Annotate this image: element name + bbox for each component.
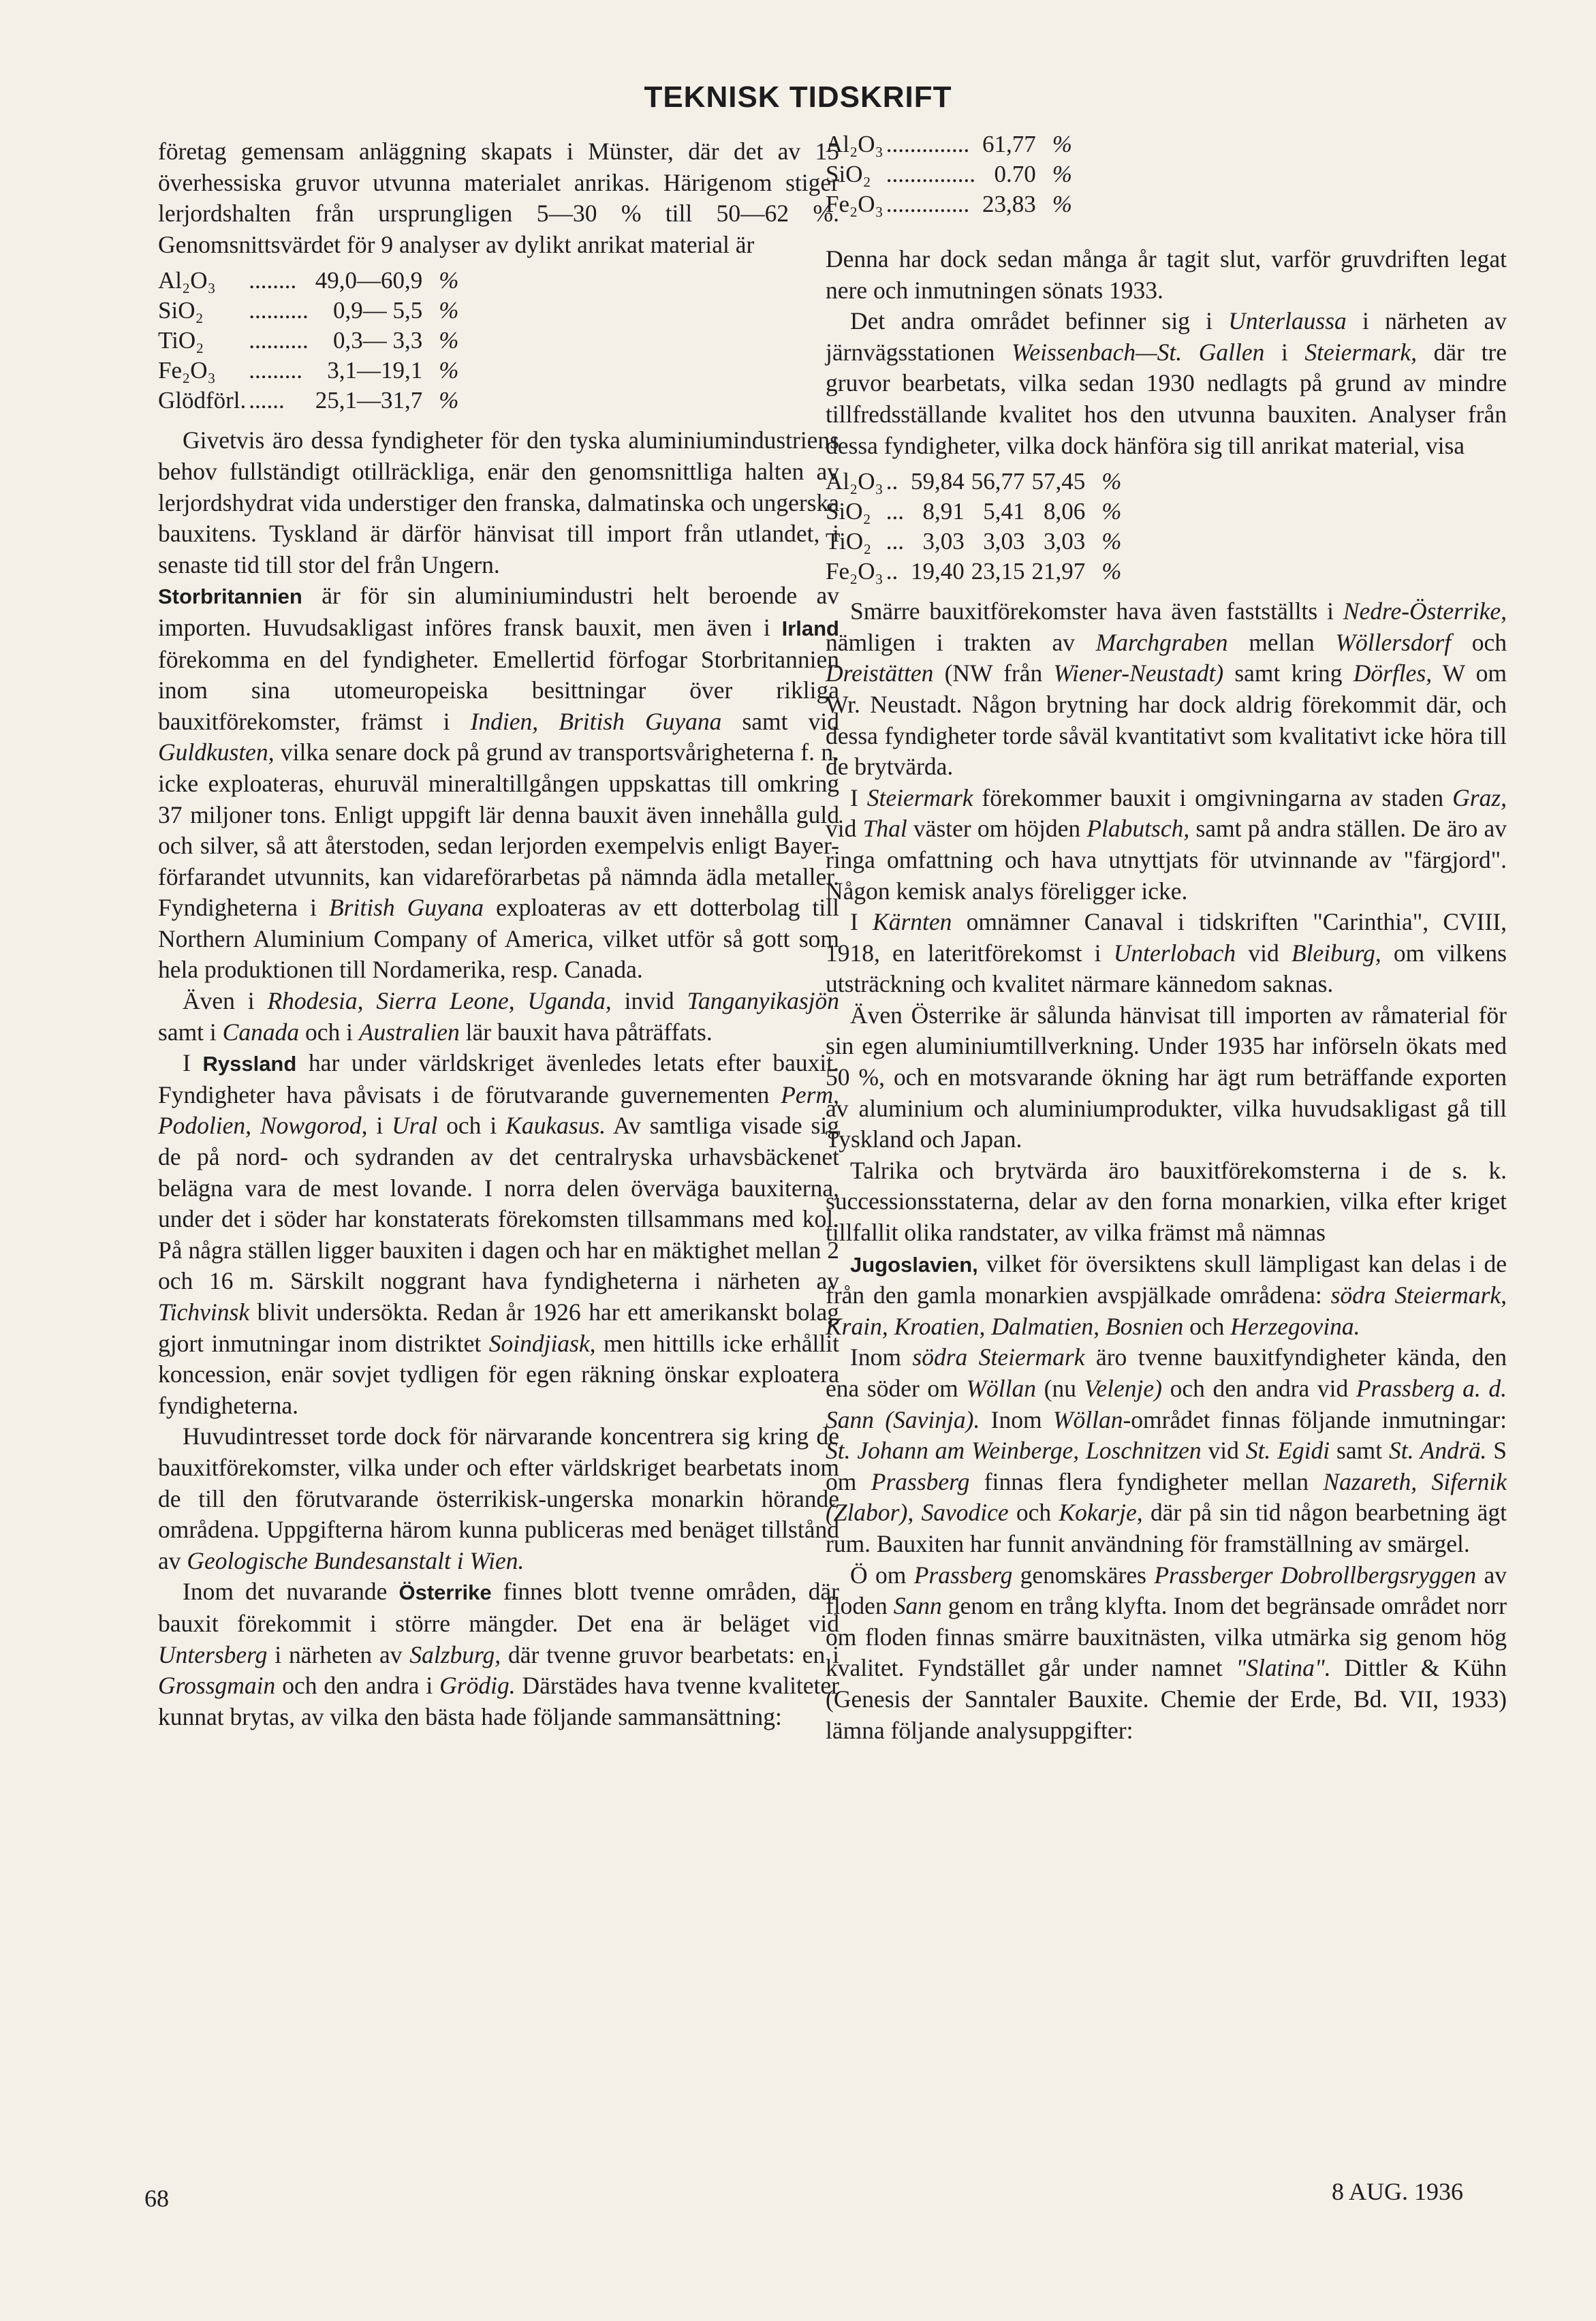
analysis-table-1 [158, 266, 465, 416]
journal-header: TEKNISK TIDSKRIFT [644, 80, 952, 114]
table-row: Fe₂O₃ ......... 3,1—19,1 % [158, 357, 459, 384]
paragraph: Jugoslavien, vilket för översiktens skull lämpligast kan delas i de från den gamla monarkien avspjälkade områdena: södra Steiermark, Krain, Kroatien, Dalmatien, Bosnien och Herzegovina. [826, 1249, 1507, 1340]
paragraph: Även Österrike är sålunda hänvisat till importen av råmaterial för sin egen aluminiumtillverkning. Under 1935 har införseln ökats med 50 %, och en motsvarande ökning har ägt rum beträffande exporten av aluminium och aluminiumprodukter, vilka huvudsakligast gå till Tyskland och Japan. [826, 1001, 1507, 1153]
paragraph: företag gemensam anläggning skapats i Münster, där det av 15 överhessiska gruvor utvunna materialet anrikas. Härigenom stiger lerjordshalten från ursprungligen 5—30 % till 50—62 %. Genomsnittsvärdet för 9 analyser av dylikt anrikat material är [158, 138, 839, 258]
page-number: 68 [144, 2185, 169, 2212]
paragraph: Storbritannien är för sin aluminiumindustri helt beroende av importen. Huvudsakligast införes fransk bauxit, men även i Irland förekomma en del fyndigheter. Emellertid förfogar Storbritannien inom sina utomeuropeiska besittningar över rikliga bauxitförekomster, främst i Indien, British Guyana samt vid Guldkusten, vilka senare dock på grund av transportsvårigheterna f. n. icke exploateras, ehuruväl mineraltillgången uppskattas till omkring 37 miljoner tons. Enligt uppgift lär denna bauxit även innehålla guld och silver, så att återstoden, sedan lerjorden exempelvis enligt Bayer-förfarandet utvunnits, kan vidareförarbetas på nämnda ädla metaller. Fyndigheterna i British Guyana exploateras av ett dotterbolag till Northern Aluminium Company of America, vilket utför så gott som hela produktionen till Nordamerika, resp. Canada. [158, 582, 839, 984]
left-column [158, 136, 839, 1732]
issue-date: 8 AUG. 1936 [1332, 2178, 1464, 2205]
paragraph: Givetvis äro dessa fyndigheter för den tyska aluminiumindustriens behov fullständigt otillräckliga, enär den genomsnittliga halten av lerjordshydrat vida understiger den franska, dalmatinska och ungerska bauxitens. Tyskland är därför hänvisat till import från utlandet, i senaste tid till stor del från Ungern. [158, 426, 839, 578]
table-row: TiO₂ ... 3,03 3,03 3,03 % [826, 528, 1122, 555]
table-row: Al₂O₃ .............. 61,77 % [826, 131, 1072, 157]
table-row: SiO₂ ............... 0.70 % [826, 161, 1072, 187]
paragraph: Huvudintresset torde dock för närvarande koncentrera sig kring de bauxitförekomster, vilka under och efter världskriget bearbetats inom de till den förutvarande österrikisk-ungerska monarkin hörande områdena. Uppgifterna härom kunna publiceras med benäget tillstånd av Geologische Bundesanstalt i Wien. [158, 1422, 839, 1574]
table-row: Al₂O₃ ........ 49,0—60,9 % [158, 267, 459, 294]
right-column [826, 129, 1507, 1746]
table-row: Fe₂O₃ .............. 23,83 % [826, 191, 1072, 217]
table-row: Al₂O₃ .. 59,84 56,77 57,45 % [826, 468, 1122, 495]
paragraph: Smärre bauxitförekomster hava även fastställts i Nedre-Österrike, nämligen i trakten av Marchgraben mellan Wöllersdorf och Dreistätten (NW från Wiener-Neustadt) samt kring Dörfles, W om Wr. Neustadt. Någon brytning har dock aldrig förekommit där, och dessa fyndigheter torde såväl kvantitativt som kvalitativt icke höra till de brytvärda. [826, 597, 1507, 781]
table-row: SiO₂ .......... 0,9— 5,5 % [158, 297, 459, 324]
paragraph: Talrika och brytvärda äro bauxitförekomsterna i de s. k. successionsstaterna, delar av den forna monarkien, vilka efter kriget tillfallit olika randstater, av vilka främst må nämnas [826, 1156, 1507, 1247]
paragraph: Denna har dock sedan många år tagit slut, varför gruvdriften legat nere och inmutningen sönats 1933. [826, 245, 1507, 304]
paragraph: Inom det nuvarande Österrike finnes blott tvenne områden, där bauxit förekommit i större mängder. Det ena är beläget vid Untersberg i närheten av Salzburg, där tvenne gruvor bearbetats: en i Grossgmain och den andra i Grödig. Därstädes hava tvenne kvaliteter kunnat brytas, av vilka den bästa hade följande sammansättning: [158, 1578, 840, 1730]
paragraph: Det andra området befinner sig i Unterlaussa i närheten av järnvägsstationen Weissenbach—St. Gallen i Steiermark, där tre gruvor bearbetats, vilka sedan 1930 nedlagts på grund av mindre tillfredsställande kvalitet hos den utvunna bauxiten. Analyser från dessa fyndigheter, vilka dock hänföra sig till anrikat material, visa [826, 307, 1507, 459]
table-row: Fe₂O₃ .. 19,40 23,15 21,97 % [826, 558, 1122, 585]
paragraph: Ö om Prassberg genomskäres Prassberger Dobrollbergsryggen av floden Sann genom en trång klyfta. Inom det begränsade området norr om floden finnas smärre bauxitnästen, vilka utmärka sig genom hög kvalitet. Fyndstället går under namnet "Slatina". Dittler & Kühn (Genesis der Sanntaler Bauxite. Chemie der Erde, Bd. VII, 1933) lämna följande analysuppgifter: [826, 1561, 1507, 1744]
table-row: TiO₂ .......... 0,3— 3,3 % [158, 327, 459, 354]
analysis-table-3 [826, 467, 1128, 587]
table-row: SiO₂ ... 8,91 5,41 8,06 % [826, 498, 1122, 525]
analysis-table-2 [826, 129, 1079, 219]
paragraph: I Ryssland har under världskriget ävenledes letats efter bauxit. Fyndigheter hava påvisats i de förutvarande guvernementen Perm, Podolien, Nowgorod, i Ural och i Kaukasus. Av samtliga visade sig de på nord- och sydranden av det centralryska urhavsbäckenet belägna vara de mest lovande. I norra delen överväga bauxiterna, under det i söder har konstaterats förekomsten tillsammans med kol. På några ställen ligger bauxiten i dagen och har en mäktighet mellan 2 och 16 m. Särskilt noggrant hava fyndigheterna i närheten av Tichvinsk blivit undersökta. Redan år 1926 har ett amerikanskt bolag gjort inmutningar inom distriktet Soindjiask, men hittills icke erhållit koncession, enär sovjet tydligen för egen räkning önskar exploatera fyndigheterna. [158, 1049, 840, 1419]
paragraph: Även i Rhodesia, Sierra Leone, Uganda, invid Tanganyikasjön samt i Canada och i Australien lär bauxit hava påträffats. [158, 987, 840, 1046]
paragraph: Inom södra Steiermark äro tvenne bauxitfyndigheter kända, den ena söder om Wöllan (nu Velenje) och den andra vid Prassberg a. d. Sann (Savinja). Inom Wöllan-området finnas följande inmutningar: St. Johann am Weinberge, Loschnitzen vid St. Egidi samt St. Andrä. S om Prassberg finnas flera fyndigheter mellan Nazareth, Sifernik (Zlabor), Savodice och Kokarje, där på sin tid någon bearbetning ägt rum. Bauxiten har funnit användning för framställning av smärgel. [826, 1343, 1507, 1557]
paragraph: I Kärnten omnämner Canaval i tidskriften "Carinthia", CVIII, 1918, en lateritförekomst i Unterlobach vid Bleiburg, om vilkens utsträckning och kvalitet närmare kännedom saknas. [826, 908, 1507, 998]
paragraph: I Steiermark förekommer bauxit i omgivningarna av staden Graz, vid Thal väster om höjden Plabutsch, samt på andra ställen. De äro av ringa omfattning och hava utnyttjats för utvinnande av "färgjord". Någon kemisk analys föreligger icke. [826, 783, 1507, 905]
table-row: Glödförl. ...... 25,1—31,7 % [158, 387, 459, 414]
